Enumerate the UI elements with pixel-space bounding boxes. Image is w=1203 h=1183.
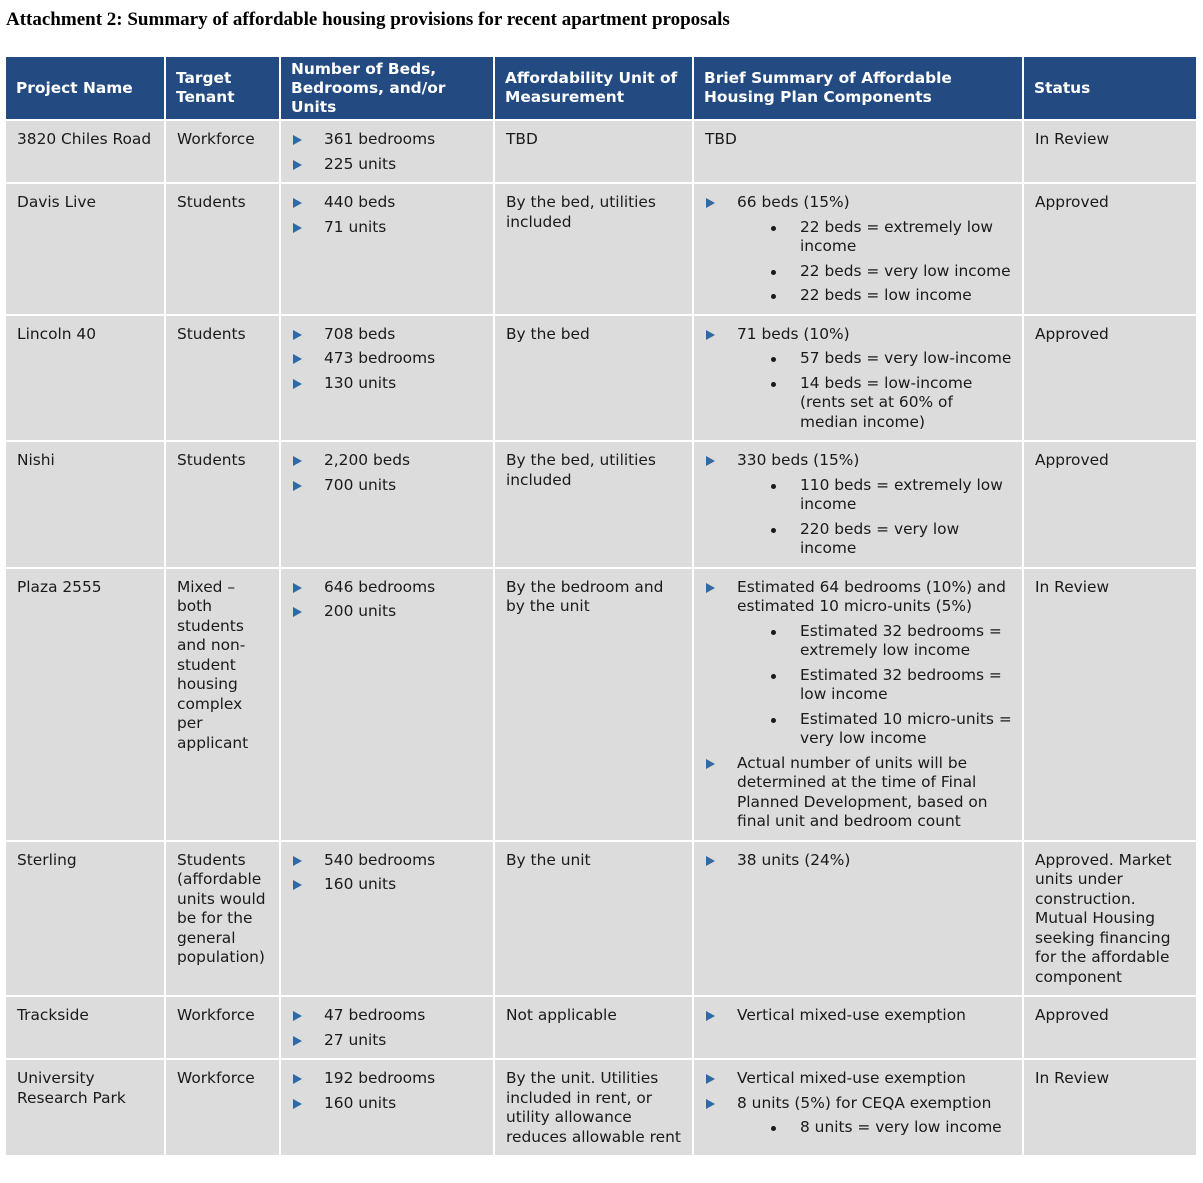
project-name-cell: Plaza 2555	[6, 569, 166, 842]
beds-units-item: 160 units	[292, 875, 483, 895]
header-row	[6, 57, 1196, 121]
column-header-plan-summary: Brief Summary of Affordable Housing Plan Components	[694, 57, 1024, 121]
beds-units-item: 700 units	[292, 476, 483, 496]
affordability-unit-cell: By the bedroom and by the unit	[495, 569, 694, 842]
plan-summary-list	[705, 193, 1012, 306]
project-name-cell: Lincoln 40	[6, 316, 166, 443]
beds-units-list	[292, 1069, 483, 1113]
plan-summary-list	[705, 1006, 1012, 1026]
status-cell: In Review	[1024, 121, 1196, 184]
beds-units-cell	[281, 184, 495, 316]
plan-summary-sublist	[737, 349, 1012, 432]
affordability-unit-cell: By the bed, utilities included	[495, 184, 694, 316]
beds-units-cell	[281, 842, 495, 998]
beds-units-cell	[281, 121, 495, 184]
plan-summary-item	[705, 193, 1012, 306]
affordability-unit-cell: By the unit. Utilities included in rent, or utility allowance reduces allowable rent	[495, 1060, 694, 1157]
table-header	[6, 57, 1196, 121]
table-row	[6, 1060, 1196, 1157]
beds-units-item: 47 bedrooms	[292, 1006, 483, 1026]
beds-units-item: 192 bedrooms	[292, 1069, 483, 1089]
plan-summary-sublist	[737, 476, 1012, 559]
target-tenant-cell: Students	[166, 442, 281, 569]
plan-summary-subitem: 22 beds = low income	[737, 286, 1012, 306]
beds-units-list	[292, 1006, 483, 1050]
column-header-beds-units: Number of Beds, Bedrooms, and/or Units	[281, 57, 495, 121]
target-tenant-cell: Mixed – both students and non-student housing complex per applicant	[166, 569, 281, 842]
target-tenant-cell: Students (affordable units would be for the general population)	[166, 842, 281, 998]
affordability-unit-cell: By the unit	[495, 842, 694, 998]
plan-summary-list	[705, 451, 1012, 559]
affordable-housing-table	[6, 57, 1196, 1157]
project-name-cell: Trackside	[6, 997, 166, 1060]
plan-summary-item-text: 66 beds (15%)	[737, 193, 850, 211]
beds-units-cell	[281, 569, 495, 842]
column-header-status: Status	[1024, 57, 1196, 121]
plan-summary-list	[705, 325, 1012, 433]
column-header-affordability-unit: Affordability Unit of Measurement	[495, 57, 694, 121]
project-name-cell: Davis Live	[6, 184, 166, 316]
plan-summary-cell	[694, 316, 1024, 443]
plan-summary-list	[705, 851, 1012, 871]
status-cell: Approved. Market units under construction. Mutual Housing seeking financing for the affordable component	[1024, 842, 1196, 998]
plan-summary-subitem: 22 beds = extremely low income	[737, 218, 1012, 257]
plan-summary-subitem: 110 beds = extremely low income	[737, 476, 1012, 515]
table-body	[6, 121, 1196, 1157]
beds-units-cell	[281, 316, 495, 443]
plan-summary-list	[705, 578, 1012, 832]
plan-summary-item	[705, 578, 1012, 749]
beds-units-list	[292, 325, 483, 394]
beds-units-list	[292, 130, 483, 174]
plan-summary-item-text: 38 units (24%)	[737, 850, 851, 869]
affordability-unit-cell: Not applicable	[495, 997, 694, 1060]
beds-units-item: 27 units	[292, 1031, 483, 1051]
plan-summary-item	[705, 851, 1012, 871]
beds-units-item: 473 bedrooms	[292, 349, 483, 369]
beds-units-item: 71 units	[292, 218, 483, 238]
table-row	[6, 842, 1196, 998]
plan-summary-item-text: 8 units (5%) for CEQA exemption	[737, 1093, 992, 1112]
beds-units-item: 440 beds	[292, 193, 483, 213]
status-cell: Approved	[1024, 316, 1196, 443]
table-row	[6, 121, 1196, 184]
beds-units-item: 361 bedrooms	[292, 130, 483, 150]
plan-summary-list	[705, 1069, 1012, 1138]
plan-summary-cell	[694, 442, 1024, 569]
beds-units-list	[292, 851, 483, 895]
plan-summary-item-text: 330 beds (15%)	[737, 451, 860, 469]
plan-summary-cell	[694, 121, 1024, 184]
beds-units-item: 540 bedrooms	[292, 851, 483, 871]
plan-summary-item-text: 71 beds (10%)	[737, 324, 850, 343]
plan-summary-item	[705, 754, 1012, 832]
affordability-unit-cell: By the bed, utilities included	[495, 442, 694, 569]
target-tenant-cell: Workforce	[166, 1060, 281, 1157]
plan-summary-item	[705, 451, 1012, 559]
plan-summary-item-text: Estimated 64 bedrooms (10%) and estimated 10 micro-units (5%)	[737, 577, 1006, 615]
project-name-cell: Sterling	[6, 842, 166, 998]
plan-summary-cell	[694, 842, 1024, 998]
plan-summary-sublist	[737, 622, 1012, 749]
status-cell: Approved	[1024, 442, 1196, 569]
project-name-cell: 3820 Chiles Road	[6, 121, 166, 184]
status-cell: Approved	[1024, 184, 1196, 316]
beds-units-item: 708 beds	[292, 325, 483, 345]
plan-summary-subitem: 57 beds = very low-income	[737, 349, 1012, 369]
plan-summary-subitem: 8 units = very low income	[737, 1118, 1012, 1138]
document-title: Attachment 2: Summary of affordable housing provisions for recent apartment proposals	[6, 9, 730, 30]
beds-units-cell	[281, 1060, 495, 1157]
plan-summary-item	[705, 1094, 1012, 1138]
target-tenant-cell: Students	[166, 316, 281, 443]
column-header-target-tenant: Target Tenant	[166, 57, 281, 121]
status-cell: Approved	[1024, 997, 1196, 1060]
plan-summary-cell	[694, 184, 1024, 316]
plan-summary-item	[705, 1069, 1012, 1089]
beds-units-item: 160 units	[292, 1094, 483, 1114]
beds-units-list	[292, 193, 483, 237]
plan-summary-text: TBD	[705, 130, 737, 148]
project-name-cell: Nishi	[6, 442, 166, 569]
plan-summary-sublist	[737, 1118, 1012, 1138]
status-cell: In Review	[1024, 1060, 1196, 1157]
table-row	[6, 316, 1196, 443]
affordability-unit-cell: TBD	[495, 121, 694, 184]
beds-units-item: 646 bedrooms	[292, 578, 483, 598]
plan-summary-subitem: Estimated 32 bedrooms = low income	[737, 666, 1012, 705]
plan-summary-cell	[694, 569, 1024, 842]
plan-summary-item-text: Vertical mixed-use exemption	[737, 1069, 966, 1087]
plan-summary-item	[705, 1006, 1012, 1026]
beds-units-cell	[281, 997, 495, 1060]
plan-summary-subitem: 22 beds = very low income	[737, 262, 1012, 282]
beds-units-cell	[281, 442, 495, 569]
table-row	[6, 569, 1196, 842]
project-name-cell: University Research Park	[6, 1060, 166, 1157]
beds-units-list	[292, 578, 483, 622]
plan-summary-subitem: 14 beds = low-income (rents set at 60% of median income)	[737, 374, 1012, 433]
plan-summary-cell	[694, 1060, 1024, 1157]
plan-summary-subitem: 220 beds = very low income	[737, 520, 1012, 559]
beds-units-item: 2,200 beds	[292, 451, 483, 471]
plan-summary-item-text: Vertical mixed-use exemption	[737, 1006, 966, 1024]
target-tenant-cell: Workforce	[166, 997, 281, 1060]
plan-summary-item-text: Actual number of units will be determined at the time of Final Planned Development, based on final unit and bedroom count	[737, 753, 988, 830]
beds-units-item: 225 units	[292, 155, 483, 175]
table-row	[6, 442, 1196, 569]
beds-units-list	[292, 451, 483, 495]
beds-units-item: 200 units	[292, 602, 483, 622]
plan-summary-cell	[694, 997, 1024, 1060]
table-row	[6, 997, 1196, 1060]
table-row	[6, 184, 1196, 316]
plan-summary-subitem: Estimated 32 bedrooms = extremely low income	[737, 622, 1012, 661]
plan-summary-item	[705, 325, 1012, 433]
column-header-project-name: Project Name	[6, 57, 166, 121]
affordability-unit-cell: By the bed	[495, 316, 694, 443]
target-tenant-cell: Workforce	[166, 121, 281, 184]
target-tenant-cell: Students	[166, 184, 281, 316]
plan-summary-subitem: Estimated 10 micro-units = very low income	[737, 710, 1012, 749]
plan-summary-sublist	[737, 218, 1012, 306]
beds-units-item: 130 units	[292, 374, 483, 394]
status-cell: In Review	[1024, 569, 1196, 842]
